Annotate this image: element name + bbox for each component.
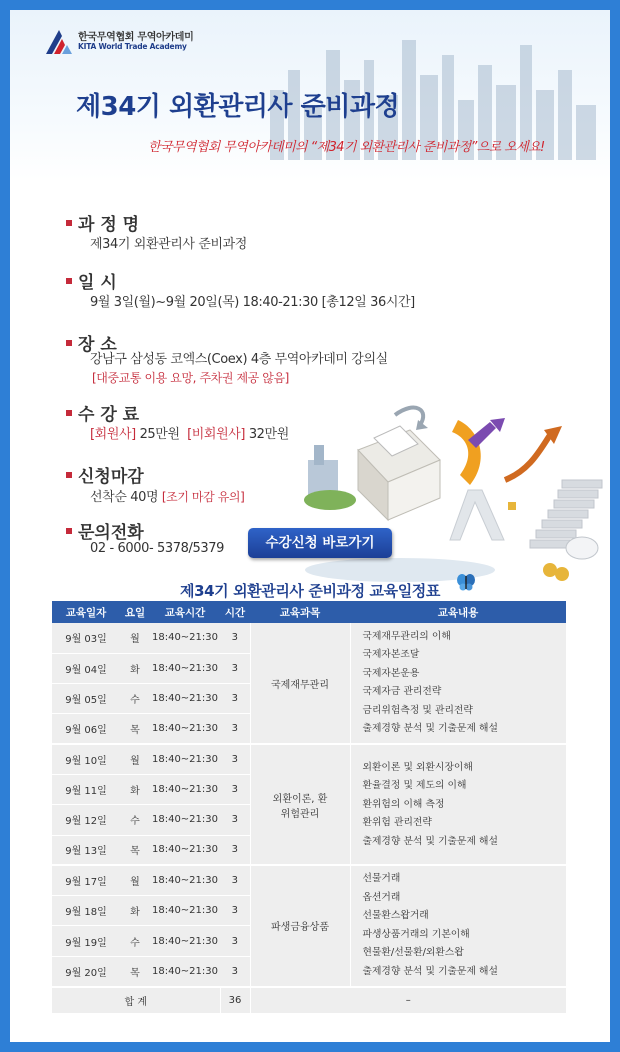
logo-english: KITA World Trade Academy xyxy=(78,42,187,52)
bullet-icon xyxy=(66,410,72,416)
kita-logo[interactable] xyxy=(46,30,194,54)
cell-content xyxy=(350,623,566,744)
header-subject: 교육과목 xyxy=(250,601,350,623)
bullet-icon xyxy=(66,340,72,346)
fee-nonmember-tag: [비회원사] xyxy=(187,427,246,442)
cell-date: 9월 18일 xyxy=(52,896,120,926)
cell-time: 18:40~21:30 xyxy=(150,926,220,956)
cell-day: 수 xyxy=(120,684,150,714)
date-value: 9월 3일(월)~9월 20일(목) 18:40-21:30 [총12일 36시간] xyxy=(90,295,415,310)
cell-hours: 3 xyxy=(220,865,250,895)
fee-label: 수 강 료 xyxy=(66,400,139,425)
page-title: 제34기 외환관리사 준비과정 xyxy=(76,92,400,122)
course-name-value: 제34기 외환관리사 준비과정 xyxy=(90,237,247,252)
cell-hours: 3 xyxy=(220,744,250,774)
header-date: 교육일자 xyxy=(52,601,120,623)
place-note: [대중교통 이용 요망, 주차권 제공 않음] xyxy=(92,371,289,385)
cell-date: 9월 17일 xyxy=(52,865,120,895)
cell-day: 화 xyxy=(120,774,150,804)
cell-time: 18:40~21:30 xyxy=(150,653,220,683)
cell-time: 18:40~21:30 xyxy=(150,865,220,895)
cell-hours: 3 xyxy=(220,926,250,956)
table-row xyxy=(52,865,566,895)
course-name-label: 과 정 명 xyxy=(66,210,139,235)
cell-date: 9월 20일 xyxy=(52,956,120,986)
cell-time: 18:40~21:30 xyxy=(150,896,220,926)
place-value: 강남구 삼성동 코엑스(Coex) 4층 무역아카데미 강의실 xyxy=(90,352,388,367)
contact-label: 문의전화 xyxy=(66,518,144,543)
logo-korean: 한국무역협회 무역아카데미 xyxy=(78,32,194,44)
bullet-icon xyxy=(66,278,72,284)
cell-hours: 3 xyxy=(220,896,250,926)
bullet-icon xyxy=(66,528,72,534)
cell-day: 월 xyxy=(120,623,150,653)
cell-day: 수 xyxy=(120,926,150,956)
bullet-icon xyxy=(66,472,72,478)
content-item: 출제경향 분석 및 기출문제 해설 xyxy=(362,965,498,977)
cell-subject: 국제재무관리 xyxy=(250,623,350,744)
header-hours: 시간 xyxy=(220,601,250,623)
cell-date: 9월 11일 xyxy=(52,774,120,804)
total-label: 합 계 xyxy=(52,987,220,1014)
cell-hours: 3 xyxy=(220,956,250,986)
cell-hours: 3 xyxy=(220,684,250,714)
content-item: 국제자본운용 xyxy=(362,667,420,679)
apply-now-button[interactable]: 수강신청 바로가기 xyxy=(248,528,392,558)
fee-nonmember-value: 32만원 xyxy=(248,427,289,442)
content-item: 출제경향 분석 및 기출문제 해설 xyxy=(362,835,498,847)
content-item: 파생상품거래의 기본이해 xyxy=(362,928,470,940)
cell-hours: 3 xyxy=(220,714,250,744)
cell-time: 18:40~21:30 xyxy=(150,684,220,714)
content-item: 외환이론 및 외환시장이해 xyxy=(362,761,473,773)
bullet-icon xyxy=(66,220,72,226)
content-item: 금리위험측정 및 관리전략 xyxy=(362,704,473,716)
cell-hours: 3 xyxy=(220,805,250,835)
cell-day: 목 xyxy=(120,714,150,744)
content-item: 환위험의 이해 측정 xyxy=(362,798,445,810)
butterfly-icon xyxy=(456,572,476,592)
contact-value: 02 - 6000- 5378/5379 xyxy=(90,541,224,556)
cell-content xyxy=(350,744,566,865)
content-item: 선물거래 xyxy=(362,873,401,885)
deadline-text: 선착순 40명 xyxy=(90,490,159,505)
deadline-note: [조기 마감 유의] xyxy=(161,490,245,504)
header-time: 교육시간 xyxy=(150,601,220,623)
cell-day: 화 xyxy=(120,653,150,683)
total-content: – xyxy=(250,987,566,1014)
place-label: 장 소 xyxy=(66,330,117,355)
finance-illustration xyxy=(300,390,610,590)
cell-hours: 3 xyxy=(220,623,250,653)
cell-date: 9월 06일 xyxy=(52,714,120,744)
cell-time: 18:40~21:30 xyxy=(150,744,220,774)
logo-text xyxy=(78,32,194,51)
content-item: 선물환스왑거래 xyxy=(362,910,429,922)
cell-time: 18:40~21:30 xyxy=(150,774,220,804)
deadline-label: 신청마감 xyxy=(66,462,144,487)
table-row xyxy=(52,744,566,774)
cell-day: 목 xyxy=(120,956,150,986)
content-item: 국제재무관리의 이해 xyxy=(362,630,451,642)
cell-date: 9월 03일 xyxy=(52,623,120,653)
content-item: 국제자본조달 xyxy=(362,649,420,661)
cell-date: 9월 13일 xyxy=(52,835,120,865)
fee-value xyxy=(90,423,289,442)
fee-member-tag: [회원사] xyxy=(90,427,136,442)
cell-hours: 3 xyxy=(220,653,250,683)
cell-time: 18:40~21:30 xyxy=(150,956,220,986)
date-label: 일 시 xyxy=(66,268,117,293)
cell-hours: 3 xyxy=(220,774,250,804)
schedule-header-row xyxy=(52,601,566,623)
cell-date: 9월 10일 xyxy=(52,744,120,774)
content-item: 환위험 관리전략 xyxy=(362,817,432,829)
cell-day: 수 xyxy=(120,805,150,835)
schedule-table xyxy=(52,601,566,1014)
deadline-value xyxy=(90,486,244,505)
table-row xyxy=(52,623,566,653)
cell-date: 9월 05일 xyxy=(52,684,120,714)
cell-time: 18:40~21:30 xyxy=(150,623,220,653)
content-item: 환율결정 및 제도의 이해 xyxy=(362,780,467,792)
cell-date: 9월 04일 xyxy=(52,653,120,683)
content-item: 출제경향 분석 및 기출문제 해설 xyxy=(362,723,498,735)
header-content: 교육내용 xyxy=(350,601,566,623)
cell-day: 월 xyxy=(120,865,150,895)
total-hours: 36 xyxy=(220,987,250,1014)
cell-date: 9월 12일 xyxy=(52,805,120,835)
total-row xyxy=(52,987,566,1014)
cell-time: 18:40~21:30 xyxy=(150,805,220,835)
content-item: 현물환/선물환/외환스왑 xyxy=(362,947,464,959)
cell-day: 화 xyxy=(120,896,150,926)
cell-day: 월 xyxy=(120,744,150,774)
cell-time: 18:40~21:30 xyxy=(150,835,220,865)
cell-day: 목 xyxy=(120,835,150,865)
cell-time: 18:40~21:30 xyxy=(150,714,220,744)
cell-subject: 파생금융상품 xyxy=(250,865,350,986)
cell-content xyxy=(350,865,566,986)
schedule-title: 제34기 외환관리사 준비과정 교육일정표 xyxy=(180,582,440,600)
fee-member-value: 25만원 xyxy=(139,427,180,442)
header-day: 요일 xyxy=(120,601,150,623)
content-item: 국제자금 관리전략 xyxy=(362,686,442,698)
cell-subject: 외환이론, 환위험관리 xyxy=(250,744,350,865)
page-subtitle: 한국무역협회 무역아카데미의 “제34기 외환관리사 준비과정”으로 오세요! xyxy=(148,140,545,155)
cell-hours: 3 xyxy=(220,835,250,865)
cell-date: 9월 19일 xyxy=(52,926,120,956)
kita-logo-mark-icon xyxy=(46,30,72,54)
content-item: 옵션거래 xyxy=(362,891,401,903)
